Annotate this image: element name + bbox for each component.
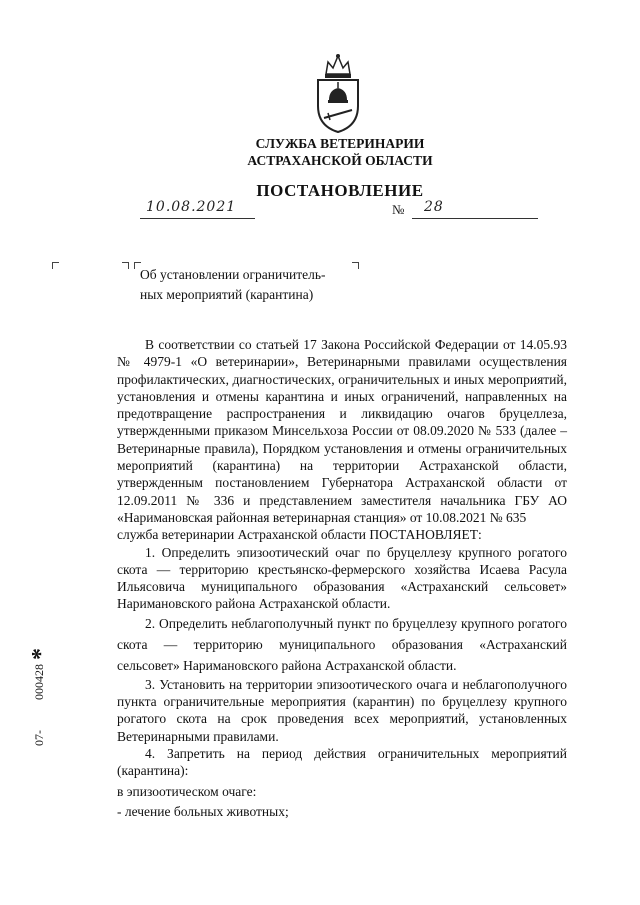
clause-1: 1. Определить эпизоотический очаг по бруцеллезу крупного рогатого скота — территорию крестьянско-фермерского хозяйства Исаева Расула Ильясовича муниципального образования «Астраханский сельсовет» Наримановского района Астраханской области.	[117, 544, 567, 612]
clause-4-item: - лечение больных животных;	[117, 803, 289, 819]
document-subject	[140, 265, 380, 305]
handwritten-number: 28	[424, 199, 444, 215]
organization-name-line1: СЛУЖБА ВЕТЕРИНАРИИ	[255, 136, 425, 151]
stamp-prefix: 07-	[32, 730, 46, 746]
document-date-field	[140, 198, 255, 219]
clause-4: 4. Запретить на период действия ограничительных мероприятий (карантина):	[117, 745, 567, 779]
registration-stamp	[18, 630, 68, 750]
bracket-mark	[52, 262, 59, 269]
bracket-mark	[122, 262, 129, 269]
preamble-paragraph: В соответствии со статьей 17 Закона Российской Федерации от 14.05.93 № 4979-1 «О ветеринарии», Ветеринарными правилами осуществления профилактических, диагностических, ограничительных и иных мероприятий, установления и отмены карантина и иных ограничений, направленных на предотвращение распространения и ликвидацию очагов бруцеллеза, утвержденными приказом Минсельхоза России от 08.09.2020 № 533 (далее – Ветеринарные правила), Порядком установления и отмены ограничительных мероприятий (карантина) на территории Астраханской области, утвержденным постановлением Губернатора Астраханской области от 12.09.2011 № 336 и представлением заместителя начальника ГБУ АО «Наримановская районная ветеринарная станция» от 10.08.2021 № 635	[117, 337, 567, 525]
stamp-code: 000428	[32, 664, 46, 700]
clause-4-subheading: в эпизоотическом очаге:	[117, 783, 257, 799]
handwritten-date: 10.08.2021	[146, 199, 237, 215]
asterisk-mark: *	[28, 648, 54, 660]
resolution-statement: служба ветеринарии Астраханской области ПОСТАНОВЛЯЕТ:	[117, 527, 482, 543]
clause-3: 3. Установить на территории эпизоотического очага и неблагополучного пункта ограничительные мероприятия (карантин) по бруцеллезу крупного рогатого скота на срок проведения всех мероприятий, установленных Ветеринарными правилами.	[117, 676, 567, 744]
organization-name-line2: АСТРАХАНСКОЙ ОБЛАСТИ	[247, 153, 433, 168]
document-number-field	[412, 198, 538, 219]
number-label: №	[392, 202, 405, 217]
subject-line: Об установлении ограничитель-	[140, 267, 326, 282]
subject-line: ных мероприятий (карантина)	[140, 287, 314, 302]
coat-of-arms-emblem	[312, 52, 364, 134]
document-type-title: ПОСТАНОВЛЕНИЕ	[256, 181, 424, 200]
document-body	[117, 336, 567, 820]
clause-2: 2. Определить неблагополучный пункт по бруцеллезу крупного рогатого скота — территорию муниципального образования «Астраханский сельсовет» Наримановского района Астраханской области.	[117, 615, 567, 673]
